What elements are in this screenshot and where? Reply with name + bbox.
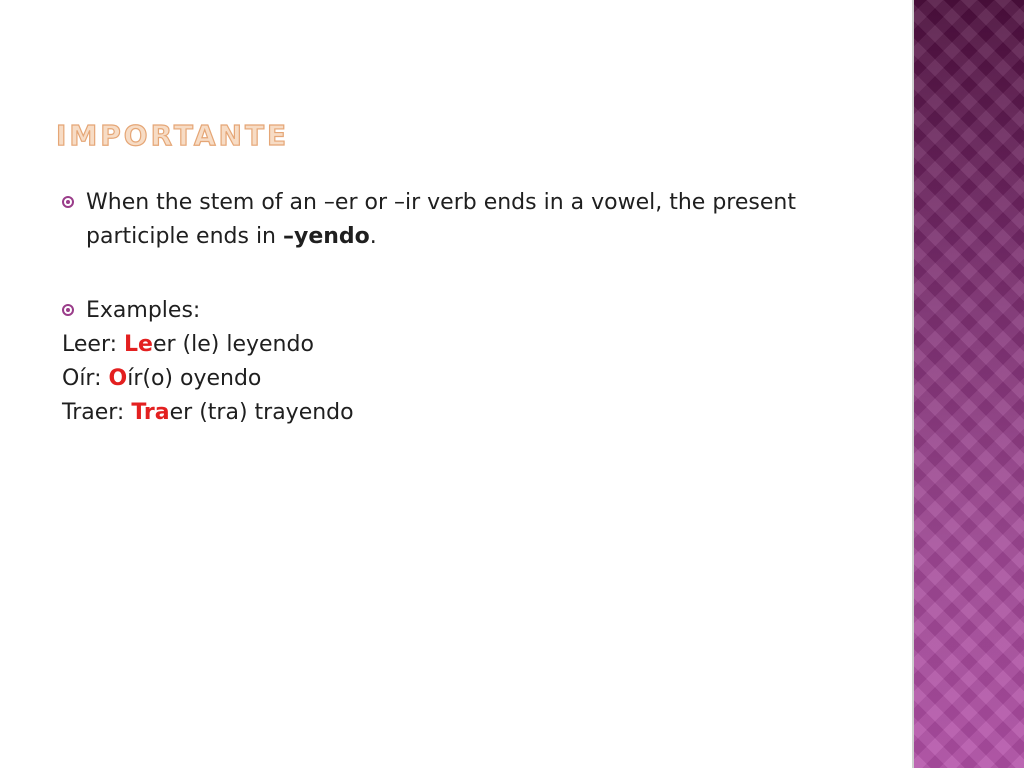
- example-line: [62, 396, 822, 430]
- spacer: [62, 254, 822, 294]
- example-rest: er (tra) trayendo: [169, 400, 354, 425]
- example-line: [62, 328, 822, 362]
- rule-text-before: When the stem of an –er or –ir verb ends in a vowel, the present participle ends in: [86, 190, 796, 249]
- rule-bullet: [62, 186, 822, 254]
- example-line: [62, 362, 822, 396]
- examples-label: Examples:: [86, 298, 201, 323]
- example-rest: ír(o) oyendo: [127, 366, 262, 391]
- example-stem: Le: [124, 332, 153, 357]
- rule-text-after: .: [369, 224, 377, 249]
- bullet-icon: [62, 196, 74, 208]
- examples-bullet: [62, 294, 822, 328]
- example-rest: er (le) leyendo: [152, 332, 314, 357]
- example-stem: O: [108, 366, 128, 391]
- slide-title: importante: [56, 109, 290, 155]
- example-prefix: Leer:: [62, 332, 125, 357]
- example-prefix: Oír:: [62, 366, 109, 391]
- rule-emphasis: –yendo: [283, 224, 370, 249]
- example-prefix: Traer:: [62, 400, 132, 425]
- slide-body: [62, 186, 822, 430]
- bullet-icon: [62, 304, 74, 316]
- example-stem: Tra: [131, 400, 170, 425]
- decorative-side-panel: [912, 0, 1024, 768]
